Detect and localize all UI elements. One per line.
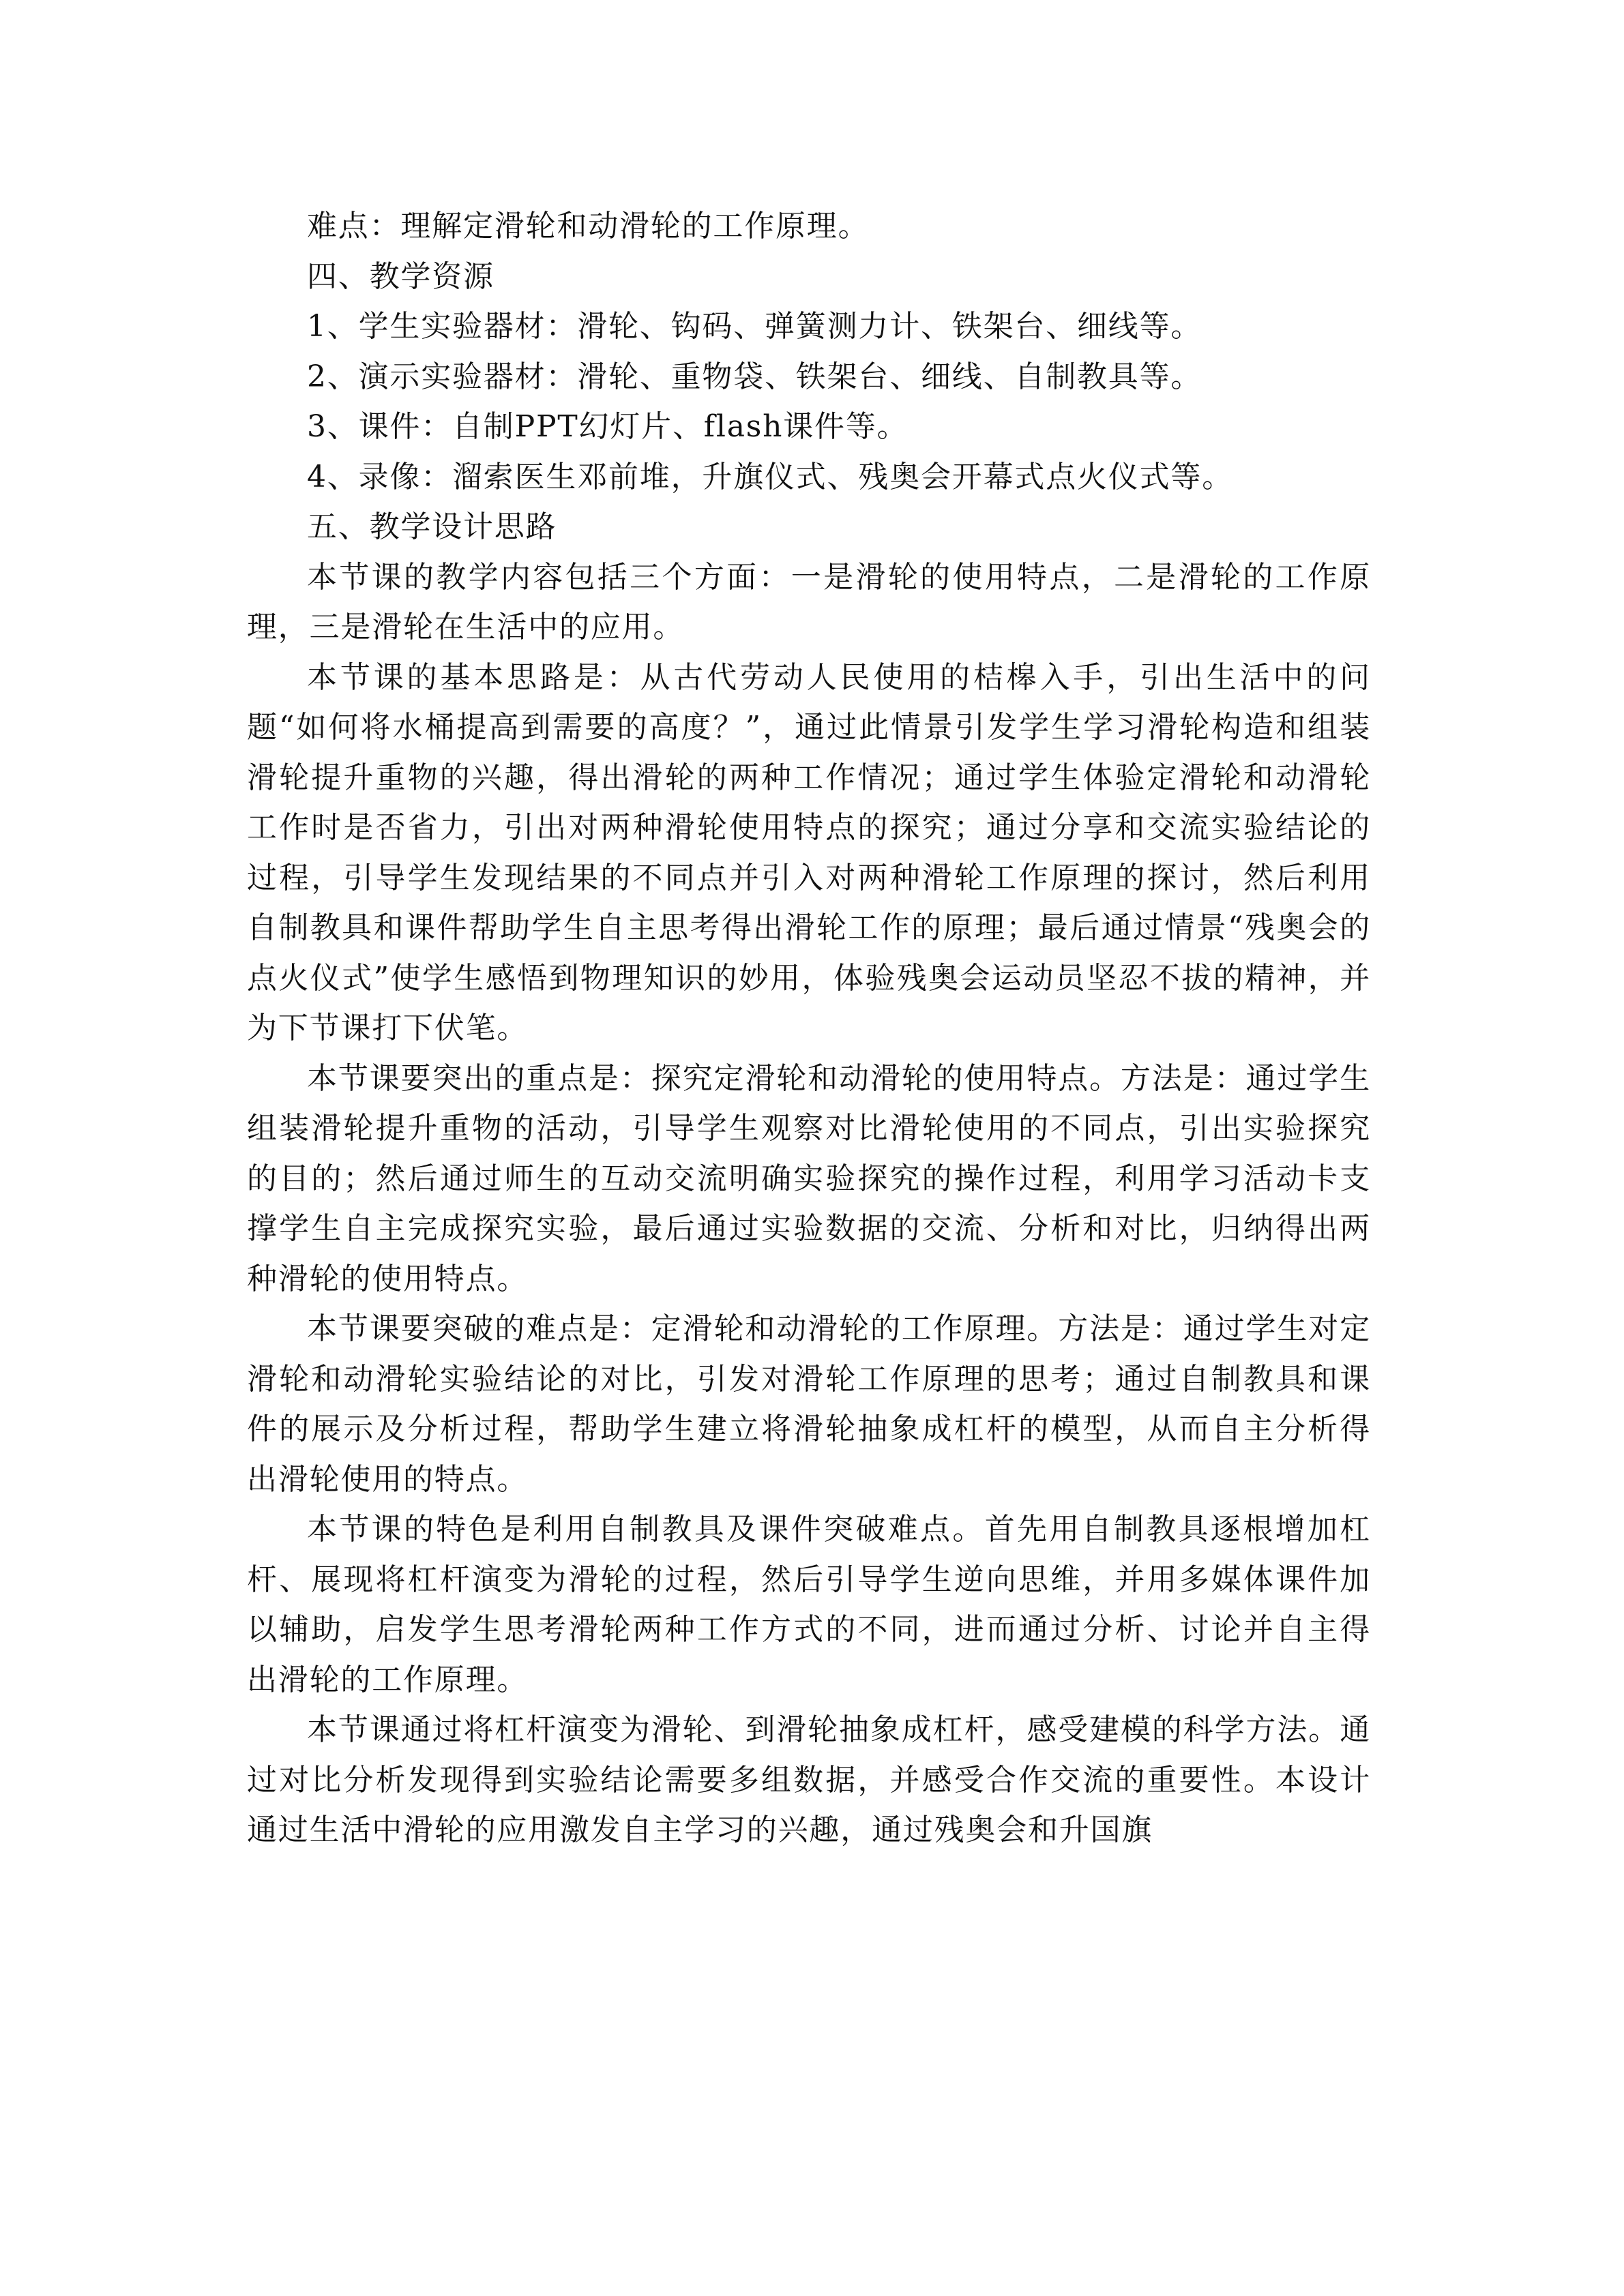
- list-item-video: 4、录像：溜索医生邓前堆，升旗仪式、残奥会开幕式点火仪式等。: [307, 459, 1233, 494]
- list-item-student-equipment: 1、学生实验器材：滑轮、钩码、弹簧测力计、铁架台、细线等。: [307, 309, 1202, 344]
- paragraph-difficult-point: 本节课要突破的难点是：定滑轮和动滑轮的工作原理。方法是：通过学生对定滑轮和动滑轮实验结论的对比，引发对滑轮工作原理的思考；通过自制教具和课件的展示及分析过程，帮助学生建立将滑轮抽象成杠杆的模型，从而自主分析得出滑轮使用的特点。: [247, 1311, 1371, 1497]
- paragraph-difficulty: 难点：理解定滑轮和动滑轮的工作原理。: [307, 209, 870, 243]
- paragraph-feature: 本节课的特色是利用自制教具及课件突破难点。首先用自制教具逐根增加杠杆、展现将杠杆演变为滑轮的过程，然后引导学生逆向思维，并用多媒体课件加以辅助，启发学生思考滑轮两种工作方式的不同，进而通过分析、讨论并自主得出滑轮的工作原理。: [247, 1512, 1371, 1697]
- section-heading-design-ideas: 五、教学设计思路: [307, 509, 557, 544]
- document-body: [247, 201, 1371, 1855]
- section-heading-teaching-resources: 四、教学资源: [307, 258, 494, 294]
- paragraph-key-point: 本节课要突出的重点是：探究定滑轮和动滑轮的使用特点。方法是：通过学生组装滑轮提升重物的活动，引导学生观察对比滑轮使用的不同点，引出实验探究的目的；然后通过师生的互动交流明确实验探究的操作过程，利用学习活动卡支撑学生自主完成探究实验，最后通过实验数据的交流、分析和对比，归纳得出两种滑轮的使用特点。: [247, 1060, 1371, 1296]
- list-item-demo-equipment: 2、演示实验器材：滑轮、重物袋、铁架台、细线、自制教具等。: [307, 359, 1202, 394]
- paragraph-basic-idea: 本节课的基本思路是：从古代劳动人民使用的桔槔入手，引出生活中的问题“如何将水桶提高到需要的高度？”，通过此情景引发学生学习滑轮构造和组装滑轮提升重物的兴趣，得出滑轮的两种工作情况；通过学生体验定滑轮和动滑轮工作时是否省力，引出对两种滑轮使用特点的探究；通过分享和交流实验结论的过程，引导学生发现结果的不同点并引入对两种滑轮工作原理的探讨，然后利用自制教具和课件帮助学生自主思考得出滑轮工作的原理；最后通过情景“残奥会的点火仪式”使学生感悟到物理知识的妙用，体验残奥会运动员坚忍不拔的精神，并为下节课打下伏笔。: [247, 659, 1371, 1045]
- paragraph-method: 本节课通过将杠杆演变为滑轮、到滑轮抽象成杠杆，感受建模的科学方法。通过对比分析发现得到实验结论需要多组数据，并感受合作交流的重要性。本设计通过生活中滑轮的应用激发自主学习的兴趣，通过残奥会和升国旗: [247, 1712, 1371, 1847]
- paragraph-content: 本节课的教学内容包括三个方面：一是滑轮的使用特点，二是滑轮的工作原理，三是滑轮在生活中的应用。: [247, 559, 1371, 644]
- list-item-courseware: 3、课件：自制PPT幻灯片、flash课件等。: [307, 409, 909, 444]
